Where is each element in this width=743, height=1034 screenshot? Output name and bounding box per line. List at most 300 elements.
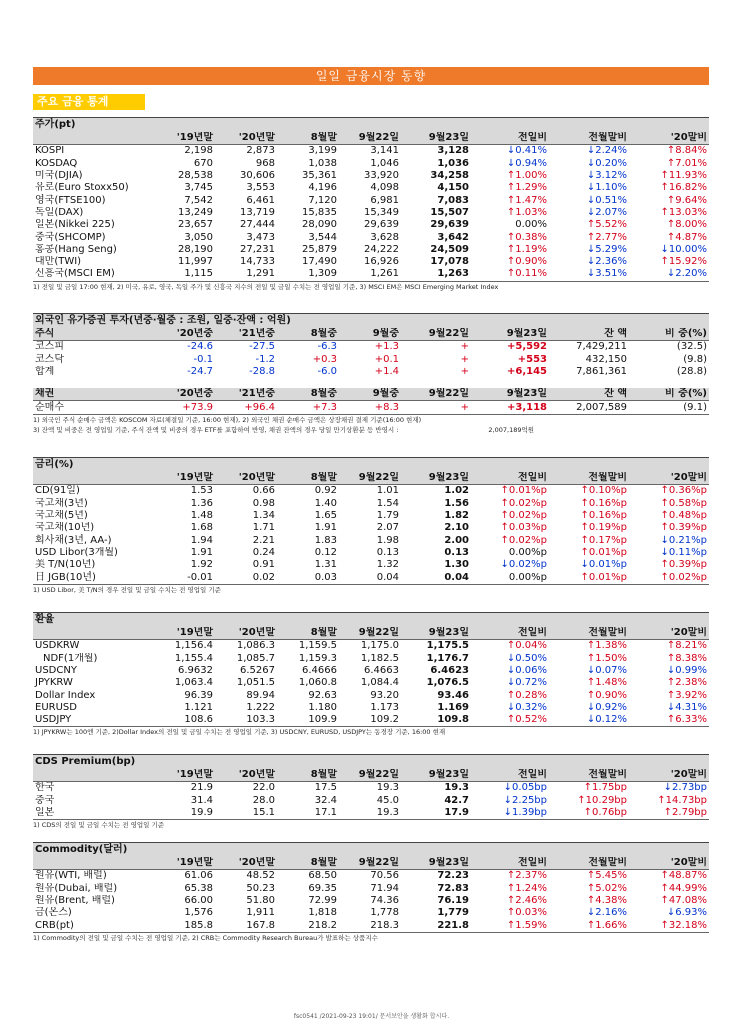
column-header: '20년중 [153,388,215,401]
table-cell: ↑3.92% [666,689,707,701]
table-cell: 1,911 [246,907,275,919]
table-cell: 6.9632 [178,665,213,677]
row-label: 중국(SHCOMP) [35,231,106,243]
table-cell: 670 [193,157,213,169]
table-row [33,665,709,677]
foreign-note-1: 1) 외국인 주식 순매수 금액은 KOSCOM 자료(체결일 기준, 16:00 현재), 2) 외국인 채권 순매수 금액은 상장채권 결제 기준(16:00 현재) [33,414,709,425]
table-cell: 6,461 [246,194,275,206]
table-cell: 1,051.5 [236,677,275,689]
rates-table [33,472,709,584]
row-label: 원유(Dubai, 배럴) [35,882,118,894]
stocks-section [33,117,709,292]
fx-note: 1) JPYKRW는 100엔 기준, 2)Dollar Index의 전일 및 금일 수치는 전 영업일 기준, 3) USDCNY, EURUSD, USDJPY는 동경장 기준, 16:00 현재 [33,726,709,737]
table-cell: 34,258 [430,170,469,182]
column-header: 전월말비 [549,627,629,640]
table-cell: 76.19 [437,895,469,907]
table-cell: 24,222 [364,243,399,255]
table-cell: 0.13 [376,546,399,558]
table-cell: ↑0.02%p [500,510,547,522]
table-cell: ↓0.21%p [660,534,707,546]
table-cell: 6.5267 [240,665,275,677]
row-label: 일본(Nikkei 225) [35,219,115,231]
table-cell: ↑0.52% [506,714,547,726]
table-cell: + [460,353,469,365]
table-cell: 1.83 [314,534,337,546]
table-cell: 1,309 [308,268,337,280]
column-header: 8월중 [277,328,339,341]
table-cell: ↓2.07% [586,206,627,218]
table-cell: ↑5.45% [586,870,627,882]
table-row [33,401,709,414]
table-cell: 19.9 [190,807,213,819]
column-header: '19년말 [153,132,215,145]
table-row [33,219,709,231]
row-label: NDF(1개월) [43,652,98,664]
table-cell: ↑0.01%p [500,485,547,497]
table-cell: 1,036 [437,157,469,169]
column-header: 9월23일 [471,328,549,341]
table-cell: 17.1 [314,807,337,819]
table-row [33,919,709,931]
row-label: 미국(DJIA) [35,170,83,182]
table-cell: +0.1 [374,353,399,365]
table-cell: 70.56 [370,870,399,882]
table-cell: 167.8 [246,919,275,931]
table-cell: 32.4 [314,794,337,806]
column-header: 전일비 [471,857,549,870]
table-cell: ↑5.52% [586,219,627,231]
row-label: 합계 [35,366,55,378]
column-header: 전월말비 [549,857,629,870]
table-cell: ↑0.01%p [580,546,627,558]
table-cell: 92.63 [308,689,337,701]
row-label: 유로(Euro Stoxx50) [35,182,129,194]
column-header: 8월말 [277,769,339,782]
table-row [33,158,709,170]
column-header: 9월22일 [339,627,401,640]
column-header: '21년중 [215,388,277,401]
table-cell: 0.98 [252,497,275,509]
table-row [33,341,709,354]
table-row [33,182,709,194]
column-header: 9월23일 [401,627,471,640]
table-cell: -0.1 [193,353,213,365]
table-cell: 1,818 [308,907,337,919]
table-cell: ↑1.50% [586,652,627,664]
table-cell: 7,861,361 [576,366,627,378]
table-cell: ↑1.00% [506,170,547,182]
table-cell: ↑1.48% [586,677,627,689]
column-header [33,627,153,640]
table-cell: 1,261 [370,268,399,280]
table-cell: ↓3.51% [586,268,627,280]
table-cell: ↓0.92% [586,701,627,713]
table-cell: ↑1.03% [506,206,547,218]
row-label: KOSDAQ [35,157,78,169]
table-cell: 15,349 [364,206,399,218]
table-cell: 27,444 [240,219,275,231]
table-cell: 17.9 [444,807,469,819]
table-row [33,907,709,919]
table-cell: ↓4.31% [666,701,707,713]
table-cell: -24.7 [187,366,213,378]
column-header: 8월말 [277,857,339,870]
table-cell: 22.0 [252,782,275,794]
table-cell: 29,639 [364,219,399,231]
column-header: '20년중 [153,328,215,341]
row-label: 홍콩(Hang Seng) [35,243,117,255]
table-cell: 103.3 [246,714,275,726]
table-row [33,194,709,206]
table-cell: 1.173 [370,701,399,713]
table-cell: 74.36 [370,895,399,907]
column-header: 전월말비 [549,132,629,145]
rates-title: 금리(%) [33,457,709,472]
table-cell: ↑16.82% [660,182,707,194]
table-cell: 1,086.3 [236,640,275,652]
table-cell: 109.2 [370,714,399,726]
row-label: 대만(TWI) [35,256,82,268]
table-cell: 71.94 [370,882,399,894]
table-cell: 61.06 [184,870,213,882]
column-header: 9월23일 [401,132,471,145]
table-cell: 7,542 [184,194,213,206]
table-header-row [33,328,709,341]
table-cell: 17.5 [314,782,337,794]
section-subtitle: 주요 금융 통계 [33,94,145,110]
row-label: 일본 [35,807,55,819]
table-cell: ↓2.73bp [663,782,707,794]
foreign-note-2-value: 2,007,189억원 [488,425,535,434]
table-cell: 50.23 [246,882,275,894]
table-cell: 1,159.5 [298,640,337,652]
table-cell: 1,779 [437,907,469,919]
table-cell: 0.03 [314,571,337,583]
table-row [33,207,709,219]
table-row [33,795,709,807]
table-cell: 3,128 [437,145,469,157]
table-cell: ↑44.99% [660,882,707,894]
row-label: JPYKRW [35,677,73,689]
column-header: 전일비 [471,132,549,145]
table-cell: 13,249 [178,206,213,218]
column-header: 9월22일 [401,388,471,401]
table-cell: 7,429,211 [576,341,627,353]
table-cell: 2.00 [444,534,469,546]
table-cell: ↑0.16%p [580,510,627,522]
table-cell: ↓2.16% [586,907,627,919]
table-cell: ↓6.93% [666,907,707,919]
row-label: 영국(FTSE100) [35,194,106,206]
table-cell: 1.48 [190,510,213,522]
table-cell: +1.4 [374,366,399,378]
table-cell: ↑0.03%p [500,522,547,534]
table-cell: 89.94 [246,689,275,701]
table-row [33,354,709,366]
table-cell: 0.04 [376,571,399,583]
row-label: 日 JGB(10년) [35,571,96,583]
table-cell: ↓0.11%p [660,546,707,558]
table-cell: ↑0.76bp [583,807,627,819]
table-cell: +0.3 [312,353,337,365]
table-cell: 28,090 [302,219,337,231]
table-cell: ↑9.64% [666,194,707,206]
table-cell: +7.3 [312,401,337,413]
table-cell: 3,544 [308,231,337,243]
column-header: 잔 액 [549,328,629,341]
table-cell: ↓0.12% [586,714,627,726]
table-cell: +73.9 [182,401,213,413]
row-label: CRB(pt) [35,919,74,931]
row-label: CD(91일) [35,485,80,497]
table-cell: 1,176.7 [426,652,469,664]
table-cell: 0.00%p [508,546,547,558]
table-cell: ↓2.20% [666,268,707,280]
column-header: 9월23일 [401,857,471,870]
table-cell: ↑0.02%p [500,497,547,509]
table-cell: ↑1.66% [586,919,627,931]
row-label: 원유(Brent, 배럴) [35,895,115,907]
table-row [33,268,709,280]
stocks-table [33,132,709,281]
column-header: 9월22일 [401,328,471,341]
foreign-note-2-text: 3) 잔액 및 비중은 전 영업일 기준, 주식 잔액 및 비중의 경우 ETF를 포함하여 반영, 채권 잔액의 경우 당일 만기상환분 등 반영시 : [33,425,399,434]
table-row [33,510,709,522]
table-cell: 0.91 [252,559,275,571]
table-cell: 1,060.8 [298,677,337,689]
table-header-row [33,472,709,485]
table-cell: 1.92 [190,559,213,571]
table-cell: 1,038 [308,157,337,169]
column-header: 채권 [33,388,153,401]
column-header: 9월중 [339,328,401,341]
table-cell: ↓0.05bp [503,782,547,794]
table-cell: ↓0.06% [506,665,547,677]
table-cell: 109.8 [437,714,469,726]
table-cell: ↑0.04% [506,640,547,652]
table-cell: 33,920 [364,170,399,182]
table-cell: 1.121 [184,701,213,713]
cds-title: CDS Premium(bp) [33,754,709,769]
table-cell: + [460,401,469,413]
table-cell: 0.04 [444,571,469,583]
table-cell: ↓1.39bp [503,807,547,819]
table-cell: ↑1.59% [506,919,547,931]
table-cell: 21.9 [190,782,213,794]
table-cell: 1,076.5 [426,677,469,689]
table-cell: ↑0.02%p [660,571,707,583]
table-header-row [33,627,709,640]
row-label: 순매수 [35,401,64,413]
table-cell: 3,199 [308,145,337,157]
column-header: 9월22일 [339,857,401,870]
column-header: '20말비 [629,627,709,640]
table-cell: 1.71 [252,522,275,534]
table-cell: 3,141 [370,145,399,157]
table-cell: 1.30 [444,559,469,571]
table-cell: ↑0.02%p [500,534,547,546]
cds-note: 1) CDS의 전일 및 금일 수치는 전 영업일 기준 [33,819,709,830]
table-row [33,559,709,571]
table-cell: ↓2.25bp [503,794,547,806]
table-cell: 15,835 [302,206,337,218]
column-header: 전월말비 [549,769,629,782]
table-cell: 17,490 [302,256,337,268]
row-label: 중국 [35,794,55,806]
table-row [33,366,709,378]
table-cell: 30,606 [240,170,275,182]
table-cell: ↓2.36% [586,256,627,268]
column-header: 전일비 [471,769,549,782]
table-cell: 0.66 [252,485,275,497]
table-cell: 1.32 [376,559,399,571]
table-cell: 6,981 [370,194,399,206]
table-cell: ↑5.02% [586,882,627,894]
table-cell: 1,175.5 [426,640,469,652]
table-cell: ↑0.90% [506,256,547,268]
table-row [33,702,709,714]
column-header: 9월중 [339,388,401,401]
row-label: 美 T/N(10년) [35,559,96,571]
table-cell: ↑1.47% [506,194,547,206]
table-cell: 109.9 [308,714,337,726]
table-cell: 1,063.4 [174,677,213,689]
table-cell: ↑0.39%p [660,559,707,571]
table-cell: 93.46 [437,689,469,701]
table-cell: -28.8 [249,366,275,378]
table-cell: ↑8.84% [666,145,707,157]
table-cell: ↑8.38% [666,652,707,664]
table-cell: ↑0.48%p [660,510,707,522]
table-row [33,714,709,726]
table-cell: 6.4623 [430,665,469,677]
table-cell: 968 [255,157,275,169]
table-header-row [33,132,709,145]
column-header: 8월중 [277,388,339,401]
table-cell: 93.20 [370,689,399,701]
table-cell: ↑7.01% [666,157,707,169]
table-cell: ↓0.41% [506,145,547,157]
table-cell: ↑8.00% [666,219,707,231]
table-cell: ↑47.08% [660,895,707,907]
table-cell: 1,046 [370,157,399,169]
table-cell: 1.180 [308,701,337,713]
table-row [33,522,709,534]
cds-table [33,769,709,819]
table-row [33,883,709,895]
table-cell: ↑1.24% [506,882,547,894]
table-cell: 1.56 [444,497,469,509]
row-label: 신흥국(MSCI EM) [35,268,115,280]
table-row [33,231,709,243]
table-cell: 24,509 [430,243,469,255]
row-label: 독일(DAX) [35,206,84,218]
table-cell: ↓0.02%p [500,559,547,571]
table-cell: (9.1) [683,401,707,413]
table-cell: 1.36 [190,497,213,509]
table-cell: 4,196 [308,182,337,194]
column-header: '20말비 [629,132,709,145]
table-cell: 218.3 [370,919,399,931]
table-cell: 48.52 [246,870,275,882]
table-cell: ↑8.21% [666,640,707,652]
column-header: 비 중(%) [629,328,709,341]
table-cell: 2.07 [376,522,399,534]
table-cell: 0.13 [444,546,469,558]
table-cell: 3,745 [184,182,213,194]
row-label: 국고채(10년) [35,522,95,534]
table-cell: 15.1 [252,807,275,819]
column-header: 전월말비 [549,472,629,485]
table-cell: (32.5) [676,341,707,353]
table-cell: ↓0.32% [506,701,547,713]
table-cell: 19.3 [444,782,469,794]
table-cell: +96.4 [244,401,275,413]
table-cell: ↑13.03% [660,206,707,218]
table-cell: ↓0.72% [506,677,547,689]
table-cell: ↑4.87% [666,231,707,243]
column-header: 전일비 [471,627,549,640]
table-cell: 66.00 [184,895,213,907]
table-cell: 72.23 [437,870,469,882]
table-cell: 3,050 [184,231,213,243]
table-row [33,653,709,665]
table-cell: +8.3 [374,401,399,413]
table-cell: 65.38 [184,882,213,894]
column-header: '20말비 [629,472,709,485]
table-cell: 4,150 [437,182,469,194]
table-cell: 1,084.4 [360,677,399,689]
table-cell: 1.40 [314,497,337,509]
table-row [33,498,709,510]
table-cell: ↑2.37% [506,870,547,882]
table-cell: +3,118 [506,401,547,413]
table-cell: 1.54 [376,497,399,509]
column-header [33,769,153,782]
table-cell: 42.7 [444,794,469,806]
table-cell: 2.10 [444,522,469,534]
table-cell: ↑32.18% [660,919,707,931]
table-cell: +553 [517,353,547,365]
table-cell: 1.79 [376,510,399,522]
row-label: USDKRW [35,640,80,652]
table-cell: 4,098 [370,182,399,194]
page-title: 일일 금융시장 동향 [33,67,709,85]
column-header: '20년말 [215,857,277,870]
table-cell: 11,997 [178,256,213,268]
column-header: 주식 [33,328,153,341]
table-cell: ↓5.29% [586,243,627,255]
table-cell: ↑0.01%p [580,571,627,583]
column-header: 전일비 [471,472,549,485]
column-header: 9월22일 [339,472,401,485]
table-cell: ↑0.90% [586,689,627,701]
table-cell: -24.6 [187,341,213,353]
table-row [33,640,709,653]
table-cell: ↑14.73bp [657,794,707,806]
table-cell: 51.80 [246,895,275,907]
table-cell: 0.00% [515,219,547,231]
column-header: '20년말 [215,627,277,640]
table-cell: 432,150 [585,353,627,365]
table-cell: ↑0.19%p [580,522,627,534]
table-cell: 7,083 [437,194,469,206]
row-label: KOSPI [35,145,65,157]
table-cell: ↓0.99% [666,665,707,677]
table-cell: 29,639 [430,219,469,231]
table-cell: ↑1.75bp [583,782,627,794]
commodity-section [33,842,709,943]
